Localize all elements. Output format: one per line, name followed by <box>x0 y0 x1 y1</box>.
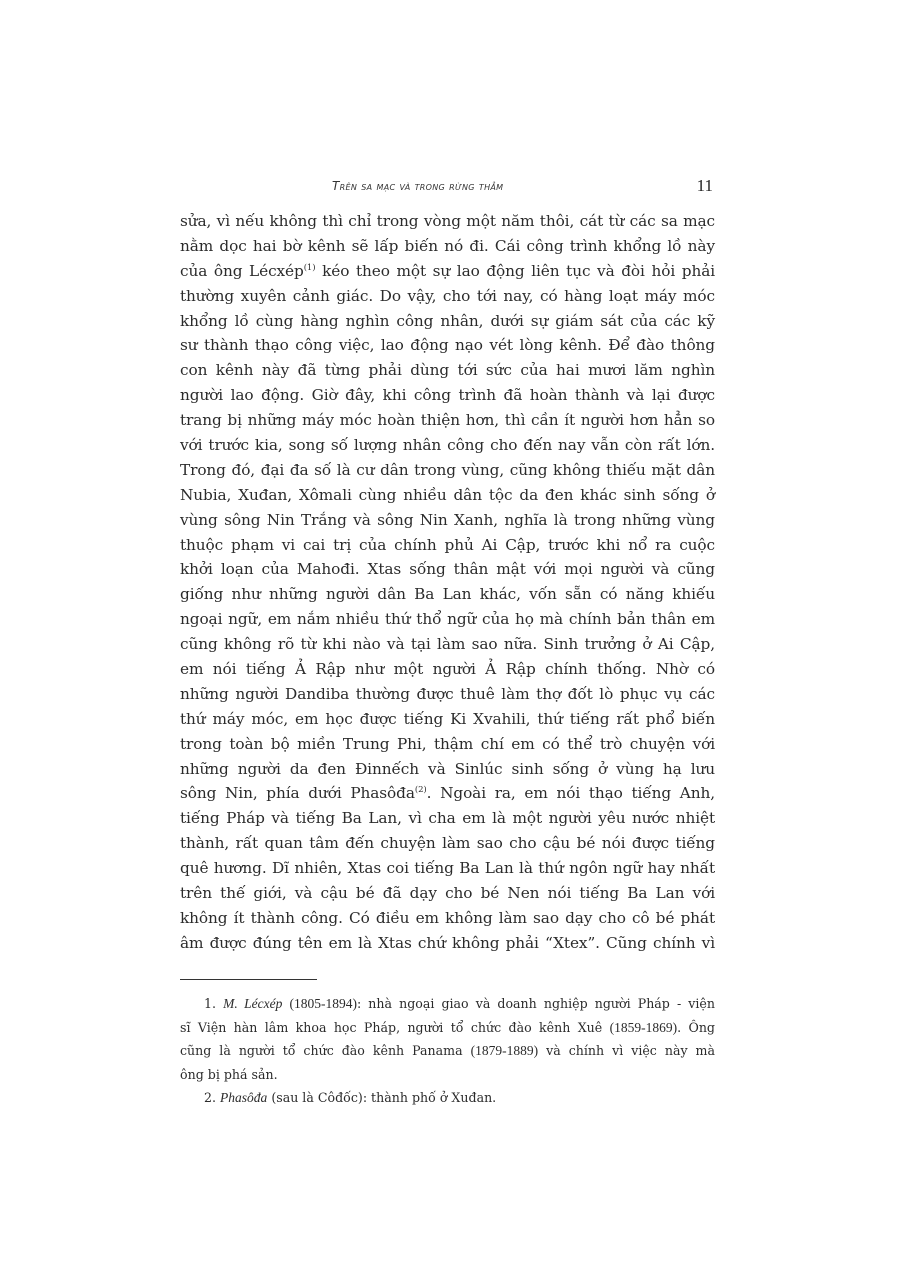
body-line-segment: của ông Lécxép <box>180 261 304 280</box>
body-line: khổng lồ cùng hàng nghìn công nhân, dưới sự giám sát của các kỹ <box>180 311 715 330</box>
footnote-1-text: và chính vì việc này mà <box>546 1043 715 1059</box>
body-line: không ít thành công. Có điều em không làm sao dạy cho cô bé phát <box>180 908 715 927</box>
body-line: thuộc phạm vi cai trị của chính phủ Ai Cập, trước khi nổ ra cuộc <box>180 535 715 554</box>
body-line: với trước kia, song số lượng nhân công cho đến nay vẫn còn rất lớn. <box>180 436 715 455</box>
body-line: trong toàn bộ miền Trung Phi, thậm chí em có thể trò chuyện với <box>180 734 715 753</box>
body-line: nằm dọc hai bờ kênh sẽ lấp biến nó đi. Cái công trình khổng lồ này <box>180 236 715 255</box>
body-line: ngoại ngữ, em nắm nhiều thứ thổ ngữ của họ mà chính bản thân em <box>180 610 715 629</box>
footnotes <box>180 992 715 1110</box>
footnote-1-line <box>180 1039 715 1063</box>
body-line <box>180 259 715 284</box>
body-line: sư thành thạo công việc, lao động nạo vét lòng kênh. Để đào thông <box>180 336 715 355</box>
footnote-1-dates: (1805-1894) <box>289 996 357 1011</box>
footnote-1-name: M. Lécxép <box>223 996 283 1011</box>
body-line: những người Dandiba thường được thuê làm thợ đốt lò phục vụ các <box>180 684 715 703</box>
body-line: thường xuyên cảnh giác. Do vậy, cho tới nay, có hàng loạt máy móc <box>180 286 715 305</box>
footnote-2-name: Phasôđa <box>220 1090 268 1106</box>
footnote-2-line <box>180 1086 715 1110</box>
footnote-1-text: . Ông <box>677 1019 715 1035</box>
body-line: khởi loạn của Mahođi. Xtas sống thân mật với mọi người và cũng <box>180 560 715 579</box>
page-number: 11 <box>696 176 713 195</box>
body-line: cũng không rõ từ khi nào và tại làm sao nữa. Sinh trưởng ở Ai Cập, <box>180 635 715 654</box>
footnote-1-number: 1. <box>204 996 217 1011</box>
running-header <box>180 176 713 196</box>
footnote-2-paren: (sau là Côđốc) <box>271 1090 363 1106</box>
footnote-ref-1[interactable]: (1) <box>303 262 316 273</box>
body-line: sửa, vì nếu không thì chỉ trong vòng một năm thôi, cát từ các sa mạc <box>180 212 715 230</box>
running-title: Trên sa mạc và trong rừng thẳm <box>332 179 504 193</box>
body-line <box>180 781 715 806</box>
footnote-1-text: cũng là người tổ chức đào kênh Panama <box>180 1043 463 1059</box>
footnote-2-text: : thành phố ở Xuđan. <box>362 1090 497 1106</box>
body-line: thứ máy móc, em học được tiếng Ki Xvahili, thứ tiếng rất phổ biến <box>180 709 715 728</box>
footnote-1-dates: (1879-1889) <box>470 1043 539 1059</box>
body-line: tiếng Pháp và tiếng Ba Lan, vì cha em là một người yêu nước nhiệt <box>180 809 715 828</box>
body-text <box>180 209 715 956</box>
footnote-ref-2[interactable]: (2) <box>414 785 427 796</box>
body-line: trên thế giới, và cậu bé đã dạy cho bé Nen nói tiếng Ba Lan với <box>180 884 715 903</box>
body-line: âm được đúng tên em là Xtas chứ không phải “Xtex”. Cũng chính vì <box>180 933 715 952</box>
footnote-1-dates: (1859-1869) <box>609 1019 678 1035</box>
footnote-1-line <box>180 1016 715 1040</box>
body-line: quê hương. Dĩ nhiên, Xtas coi tiếng Ba Lan là thứ ngôn ngữ hay nhất <box>180 859 715 878</box>
body-line: Trong đó, đại đa số là cư dân trong vùng, cũng không thiếu mặt dân <box>180 460 715 479</box>
body-line-segment: . Ngoài ra, em nói thạo tiếng Anh, <box>426 784 715 803</box>
footnote-2-number: 2. <box>204 1090 217 1106</box>
footnote-divider <box>180 979 317 980</box>
body-line: Nubia, Xuđan, Xômali cùng nhiều dân tộc da đen khác sinh sống ở <box>180 485 715 504</box>
body-line: những người da đen Đinnếch và Sinlúc sinh sống ở vùng hạ lưu <box>180 759 715 778</box>
body-line: trang bị những máy móc hoàn thiện hơn, thì cần ít người hơn hẳn so <box>180 411 715 430</box>
body-line: vùng sông Nin Trắng và sông Nin Xanh, nghĩa là trong những vùng <box>180 510 715 529</box>
body-line-segment: sông Nin, phía dưới Phasôđa <box>180 784 415 803</box>
footnote-1-text: sĩ Viện hàn lâm khoa học Pháp, người tổ chức đào kênh Xuê <box>180 1019 603 1035</box>
footnote-1-line: ông bị phá sản. <box>180 1066 278 1082</box>
body-line: con kênh này đã từng phải dùng tới sức của hai mươi lăm nghìn <box>180 361 715 380</box>
body-line: em nói tiếng Ả Rập như một người Ả Rập chính thống. Nhờ có <box>180 660 715 679</box>
footnote-1-text: : nhà ngoại giao và doanh nghiệp người Pháp - viện <box>356 996 715 1011</box>
body-line-segment: kéo theo một sự lao động liên tục và đòi hỏi phải <box>322 261 716 280</box>
body-line: thành, rất quan tâm đến chuyện làm sao cho cậu bé nói được tiếng <box>180 834 715 853</box>
body-line: giống như những người dân Ba Lan khác, vốn sẵn có năng khiếu <box>180 585 715 604</box>
body-line: người lao động. Giờ đây, khi công trình đã hoàn thành và lại được <box>180 386 715 405</box>
footnote-1-line <box>180 992 715 1016</box>
